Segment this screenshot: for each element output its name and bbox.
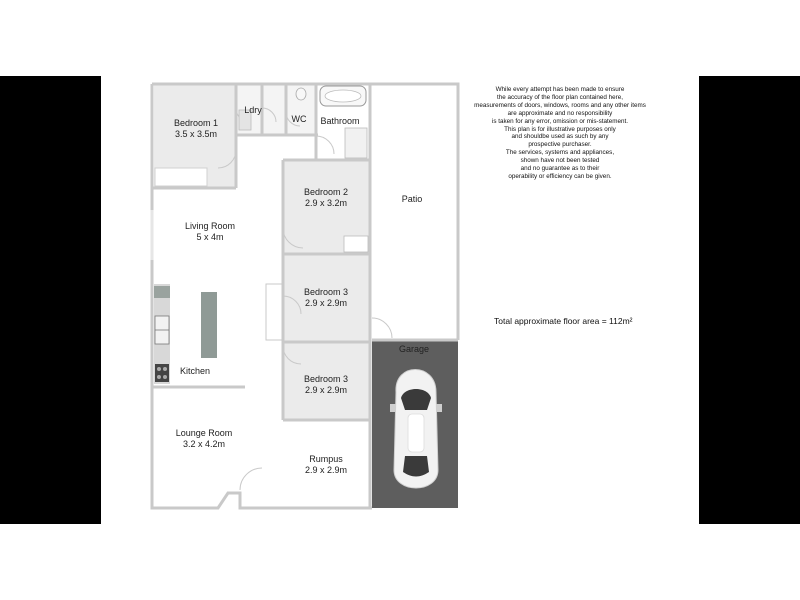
rumpus-label: Rumpus <box>309 454 343 464</box>
disclaimer-text <box>455 86 665 181</box>
bedroom2-robe <box>344 236 368 252</box>
cooktop-icon <box>155 364 169 382</box>
bedroom2-size: 2.9 x 3.2m <box>304 198 348 208</box>
disclaimer-line: is taken for any error, omission or mis-statement. <box>491 117 629 125</box>
bedroom1-robe <box>155 168 207 186</box>
living-label: Living Room <box>184 221 236 231</box>
bathtub-basin-icon <box>325 90 361 102</box>
shower-icon <box>345 128 367 158</box>
disclaimer-line: While every attempt has been made to ensure <box>495 86 625 93</box>
door-swing-icon <box>316 136 334 154</box>
lounge-label: Lounge Room <box>175 428 233 438</box>
kitchen-label: Kitchen <box>179 366 211 376</box>
disclaimer-line: and shouldbe used as such by any <box>511 133 609 141</box>
burner-icon <box>157 367 161 371</box>
burner-icon <box>157 375 161 379</box>
wc-label: WC <box>291 114 307 124</box>
lounge-size: 3.2 x 4.2m <box>182 439 226 449</box>
disclaimer-line: measurements of doors, windows, rooms and any other items <box>474 101 646 109</box>
total-floor-area: Total approximate floor area = 112m² <box>494 316 633 326</box>
toilet-icon <box>296 88 306 100</box>
bedroom3b-label: Bedroom 3 <box>303 374 349 384</box>
door-swing-icon <box>240 468 262 490</box>
living-size: 5 x 4m <box>196 232 224 242</box>
disclaimer-line: The services, systems and appliances, <box>505 149 615 157</box>
door-swing-icon <box>372 318 392 338</box>
rumpus-size: 2.9 x 2.9m <box>304 465 348 475</box>
bedroom1-size: 3.5 x 3.5m <box>174 129 218 139</box>
robe-door-outline <box>266 284 282 340</box>
bedroom3a-size: 2.9 x 2.9m <box>304 298 348 308</box>
disclaimer-line: This plan is for illustrative purposes only <box>504 125 616 133</box>
disclaimer-line: operability or efficiency can be given. <box>508 172 612 180</box>
bathroom-label: Bathroom <box>320 116 360 126</box>
bedroom3b-size: 2.9 x 2.9m <box>304 385 348 395</box>
disclaimer-line: the accuracy of the floor plan contained here, <box>496 93 624 101</box>
bedroom1-label: Bedroom 1 <box>173 118 219 128</box>
burner-icon <box>163 375 167 379</box>
car-icon <box>390 370 442 489</box>
disclaimer-line: are approximate and no responsibility <box>507 109 613 117</box>
bedroom3a-label: Bedroom 3 <box>303 287 349 297</box>
patio-label: Patio <box>401 194 423 204</box>
disclaimer-line: and no guarantee as to their <box>520 165 600 173</box>
disclaimer-line: prospective purchaser. <box>528 141 592 149</box>
bedroom2-label: Bedroom 2 <box>303 187 349 197</box>
laundry-label: Ldry <box>244 105 262 115</box>
disclaimer-line: shown have not been tested <box>520 157 600 165</box>
kitchen-appliance-icon <box>154 286 170 298</box>
kitchen-island-bench <box>201 292 217 358</box>
burner-icon <box>163 367 167 371</box>
garage-label: Garage <box>398 344 430 354</box>
